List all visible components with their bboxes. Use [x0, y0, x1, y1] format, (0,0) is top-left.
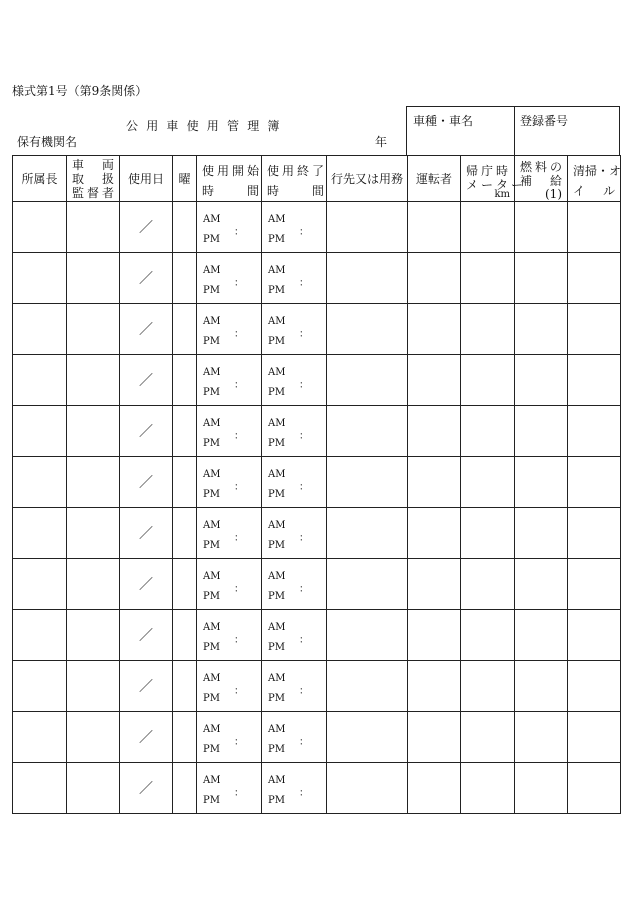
dept-head-cell[interactable] — [13, 661, 67, 712]
supervisor-cell[interactable] — [67, 559, 120, 610]
header-supervisor: 車 両 取 扱 監督者 — [67, 156, 120, 202]
header-driver: 運転者 — [408, 156, 461, 202]
dept-head-cell[interactable] — [13, 457, 67, 508]
page-title: 公用車使用管理簿 — [126, 119, 288, 133]
dept-head-cell[interactable] — [13, 559, 67, 610]
end-time-cell[interactable]: AM PM ： — [262, 712, 327, 763]
supervisor-cell[interactable] — [67, 457, 120, 508]
header-fuel: 燃料の 補 給 (1) — [515, 156, 568, 202]
return-meter-cell[interactable] — [461, 610, 515, 661]
table-row — [13, 661, 621, 712]
end-time-cell[interactable]: AM PM ： — [262, 406, 327, 457]
driver-cell[interactable] — [408, 763, 461, 814]
destination-cell[interactable] — [327, 202, 408, 253]
return-meter-cell[interactable] — [461, 559, 515, 610]
use-date-cell[interactable]: ／ — [120, 610, 173, 661]
registration-number-label: 登録番号 — [520, 114, 569, 128]
fuel-cell[interactable] — [515, 661, 568, 712]
cleaning-oil-cell[interactable] — [568, 712, 621, 763]
return-meter-cell[interactable] — [461, 253, 515, 304]
start-time-cell[interactable]: AM PM ： — [197, 406, 262, 457]
fuel-cell[interactable] — [515, 559, 568, 610]
year-label: 年 — [375, 135, 388, 149]
fuel-cell[interactable] — [515, 355, 568, 406]
end-time-cell[interactable]: AM PM ： — [262, 304, 327, 355]
dept-head-cell[interactable] — [13, 304, 67, 355]
weekday-cell[interactable] — [173, 304, 197, 355]
use-date-cell[interactable]: ／ — [120, 559, 173, 610]
supervisor-cell[interactable] — [67, 712, 120, 763]
start-time-cell[interactable]: AM PM ： — [197, 763, 262, 814]
destination-cell[interactable] — [327, 406, 408, 457]
driver-cell[interactable] — [408, 508, 461, 559]
supervisor-cell[interactable] — [67, 202, 120, 253]
table-header-row — [13, 156, 621, 202]
supervisor-cell[interactable] — [67, 304, 120, 355]
use-date-cell[interactable]: ／ — [120, 457, 173, 508]
usage-log-table — [12, 155, 621, 814]
dept-head-cell[interactable] — [13, 355, 67, 406]
header-use-date: 使用日 — [120, 156, 173, 202]
header-cleaning-oil: 清掃・オ イ ル — [568, 156, 621, 202]
use-date-cell[interactable]: ／ — [120, 406, 173, 457]
cleaning-oil-cell[interactable] — [568, 202, 621, 253]
dept-head-cell[interactable] — [13, 253, 67, 304]
cleaning-oil-cell[interactable] — [568, 763, 621, 814]
fuel-cell[interactable] — [515, 508, 568, 559]
use-date-cell[interactable]: ／ — [120, 202, 173, 253]
cleaning-oil-cell[interactable] — [568, 610, 621, 661]
end-time-cell[interactable]: AM PM ： — [262, 457, 327, 508]
table-row — [13, 763, 621, 814]
table-row — [13, 202, 621, 253]
return-meter-cell[interactable] — [461, 508, 515, 559]
dept-head-cell[interactable] — [13, 610, 67, 661]
return-meter-cell[interactable] — [461, 763, 515, 814]
fuel-cell[interactable] — [515, 253, 568, 304]
start-time-cell[interactable]: AM PM ： — [197, 559, 262, 610]
destination-cell[interactable] — [327, 253, 408, 304]
end-time-cell[interactable]: AM PM ： — [262, 355, 327, 406]
return-meter-cell[interactable] — [461, 304, 515, 355]
cleaning-oil-cell[interactable] — [568, 457, 621, 508]
start-time-cell[interactable]: AM PM ： — [197, 712, 262, 763]
use-date-cell[interactable]: ／ — [120, 253, 173, 304]
header-return-meter: 帰庁時 メーター km — [461, 156, 515, 202]
end-time-cell[interactable]: AM PM ： — [262, 508, 327, 559]
cleaning-oil-cell[interactable] — [568, 661, 621, 712]
driver-cell[interactable] — [408, 355, 461, 406]
end-time-cell[interactable]: AM PM ： — [262, 661, 327, 712]
supervisor-cell[interactable] — [67, 661, 120, 712]
use-date-cell[interactable]: ／ — [120, 712, 173, 763]
destination-cell[interactable] — [327, 610, 408, 661]
start-time-cell[interactable]: AM PM ： — [197, 508, 262, 559]
return-meter-cell[interactable] — [461, 355, 515, 406]
dept-head-cell[interactable] — [13, 712, 67, 763]
header-destination: 行先又は用務 — [327, 156, 408, 202]
supervisor-cell[interactable] — [67, 355, 120, 406]
weekday-cell[interactable] — [173, 253, 197, 304]
destination-cell[interactable] — [327, 661, 408, 712]
table-row — [13, 253, 621, 304]
start-time-cell[interactable]: AM PM ： — [197, 457, 262, 508]
driver-cell[interactable] — [408, 610, 461, 661]
table-row — [13, 508, 621, 559]
return-meter-cell[interactable] — [461, 457, 515, 508]
driver-cell[interactable] — [408, 406, 461, 457]
weekday-cell[interactable] — [173, 712, 197, 763]
form-label: 様式第1号（第9条関係） — [12, 84, 148, 98]
use-date-cell[interactable]: ／ — [120, 661, 173, 712]
header-dept-head: 所属長 — [13, 156, 67, 202]
header-end-time: 使用終了 時 間 — [262, 156, 327, 202]
fuel-cell[interactable] — [515, 610, 568, 661]
table-row — [13, 355, 621, 406]
destination-cell[interactable] — [327, 457, 408, 508]
driver-cell[interactable] — [408, 304, 461, 355]
driver-cell[interactable] — [408, 661, 461, 712]
start-time-cell[interactable]: AM PM ： — [197, 202, 262, 253]
end-time-cell[interactable]: AM PM ： — [262, 253, 327, 304]
use-date-cell[interactable]: ／ — [120, 304, 173, 355]
fuel-cell[interactable] — [515, 304, 568, 355]
table-row — [13, 712, 621, 763]
driver-cell[interactable] — [408, 457, 461, 508]
use-date-cell[interactable]: ／ — [120, 763, 173, 814]
table-row — [13, 457, 621, 508]
dept-head-cell[interactable] — [13, 202, 67, 253]
dept-head-cell[interactable] — [13, 406, 67, 457]
supervisor-cell[interactable] — [67, 610, 120, 661]
fuel-cell[interactable] — [515, 202, 568, 253]
table-row — [13, 559, 621, 610]
start-time-cell[interactable]: AM PM ： — [197, 355, 262, 406]
weekday-cell[interactable] — [173, 661, 197, 712]
cleaning-oil-cell[interactable] — [568, 508, 621, 559]
return-meter-cell[interactable] — [461, 202, 515, 253]
table-row — [13, 610, 621, 661]
header-start-time: 使用開始 時 間 — [197, 156, 262, 202]
cleaning-oil-cell[interactable] — [568, 406, 621, 457]
weekday-cell[interactable] — [173, 610, 197, 661]
org-label: 保有機関名 — [17, 135, 78, 149]
cleaning-oil-cell[interactable] — [568, 355, 621, 406]
use-date-cell[interactable]: ／ — [120, 355, 173, 406]
dept-head-cell[interactable] — [13, 508, 67, 559]
end-time-cell[interactable]: AM PM ： — [262, 763, 327, 814]
return-meter-cell[interactable] — [461, 406, 515, 457]
weekday-cell[interactable] — [173, 508, 197, 559]
fuel-cell[interactable] — [515, 457, 568, 508]
header-weekday: 曜 — [173, 156, 197, 202]
weekday-cell[interactable] — [173, 457, 197, 508]
table-row — [13, 406, 621, 457]
supervisor-cell[interactable] — [67, 406, 120, 457]
destination-cell[interactable] — [327, 508, 408, 559]
fuel-cell[interactable] — [515, 712, 568, 763]
start-time-cell[interactable]: AM PM ： — [197, 253, 262, 304]
destination-cell[interactable] — [327, 763, 408, 814]
dept-head-cell[interactable] — [13, 763, 67, 814]
start-time-cell[interactable]: AM PM ： — [197, 661, 262, 712]
weekday-cell[interactable] — [173, 406, 197, 457]
end-time-cell[interactable]: AM PM ： — [262, 559, 327, 610]
end-time-cell[interactable]: AM PM ： — [262, 610, 327, 661]
driver-cell[interactable] — [408, 712, 461, 763]
start-time-cell[interactable]: AM PM ： — [197, 610, 262, 661]
weekday-cell[interactable] — [173, 763, 197, 814]
weekday-cell[interactable] — [173, 559, 197, 610]
driver-cell[interactable] — [408, 202, 461, 253]
destination-cell[interactable] — [327, 712, 408, 763]
destination-cell[interactable] — [327, 559, 408, 610]
table-row — [13, 304, 621, 355]
use-date-cell[interactable]: ／ — [120, 508, 173, 559]
supervisor-cell[interactable] — [67, 253, 120, 304]
end-time-cell[interactable]: AM PM ： — [262, 202, 327, 253]
start-time-cell[interactable]: AM PM ： — [197, 304, 262, 355]
weekday-cell[interactable] — [173, 355, 197, 406]
driver-cell[interactable] — [408, 559, 461, 610]
vehicle-type-label: 車種・車名 — [413, 114, 474, 128]
cleaning-oil-cell[interactable] — [568, 253, 621, 304]
weekday-cell[interactable] — [173, 202, 197, 253]
supervisor-cell[interactable] — [67, 763, 120, 814]
driver-cell[interactable] — [408, 253, 461, 304]
return-meter-cell[interactable] — [461, 712, 515, 763]
return-meter-cell[interactable] — [461, 661, 515, 712]
fuel-cell[interactable] — [515, 406, 568, 457]
cleaning-oil-cell[interactable] — [568, 559, 621, 610]
cleaning-oil-cell[interactable] — [568, 304, 621, 355]
supervisor-cell[interactable] — [67, 508, 120, 559]
destination-cell[interactable] — [327, 355, 408, 406]
fuel-cell[interactable] — [515, 763, 568, 814]
destination-cell[interactable] — [327, 304, 408, 355]
